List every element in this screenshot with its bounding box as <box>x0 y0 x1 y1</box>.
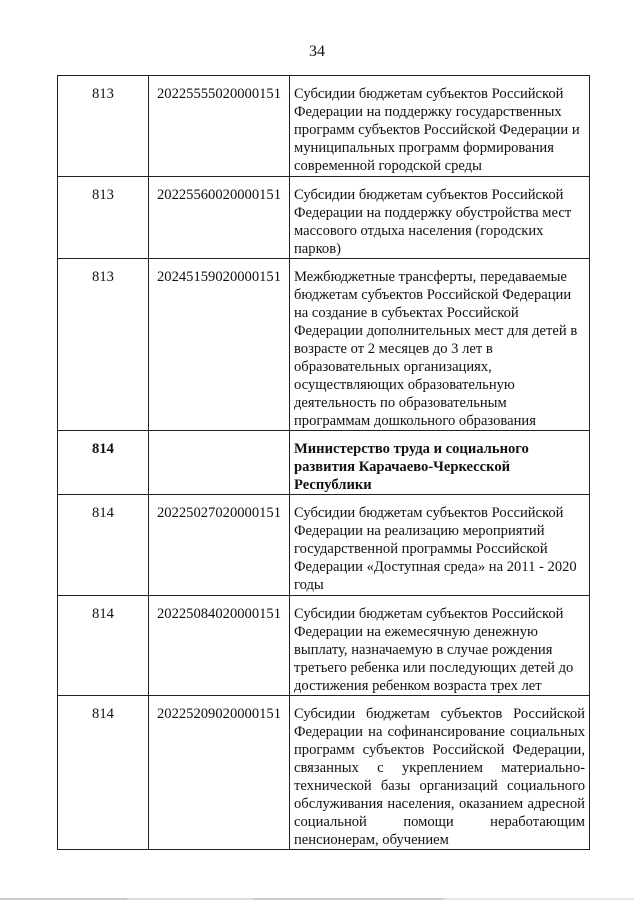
revenue-name-cell: Субсидии бюджетам субъектов Российской Федерации на реализацию мероприятий государственной программы Российской Федерации «Доступная среда» на 2011 - 2020 годы <box>290 495 590 596</box>
table-row <box>58 696 590 850</box>
revenue-name-cell: Субсидии бюджетам субъектов Российской Федерации на софинансирование социальных программ субъектов Российской Федерации, связанных с укреплением материально-технической базы организаций социального обслуживания населения, оказанием адресной социальной помощи неработающим пенсионерам, обучением <box>290 696 590 850</box>
admin-code-cell: 814 <box>58 596 149 696</box>
revenue-code-cell: 20245159020000151 <box>149 259 290 431</box>
revenue-name-cell: Субсидии бюджетам субъектов Российской Федерации на поддержку обустройства мест массового отдыха населения (городских парков) <box>290 177 590 259</box>
scan-bottom-edge <box>0 898 634 900</box>
revenue-code-cell: 20225027020000151 <box>149 495 290 596</box>
table-row-section-header <box>58 431 590 495</box>
revenue-name-cell: Межбюджетные трансферты, передаваемые бюджетам субъектов Российской Федерации на создание в субъектах Российской Федерации дополнительных мест для детей в возрасте от 2 месяцев до 3 лет в образовательных организациях, осуществляющих образовательную деятельность по образовательным программам дошкольного образования <box>290 259 590 431</box>
revenue-name-cell: Субсидии бюджетам субъектов Российской Федерации на ежемесячную денежную выплату, назначаемую в случае рождения третьего ребенка или последующих детей до достижения ребенком возраста трех лет <box>290 596 590 696</box>
table-row <box>58 76 590 177</box>
table-row <box>58 495 590 596</box>
revenue-code-cell <box>149 431 290 495</box>
budget-codes-table <box>57 75 590 850</box>
admin-code-cell: 813 <box>58 259 149 431</box>
revenue-code-cell: 20225084020000151 <box>149 596 290 696</box>
table-row <box>58 177 590 259</box>
revenue-code-cell: 20225555020000151 <box>149 76 290 177</box>
admin-code-cell: 814 <box>58 495 149 596</box>
ministry-name-cell: Министерство труда и социального развития Карачаево-Черкесской Республики <box>290 431 590 495</box>
revenue-code-cell: 20225560020000151 <box>149 177 290 259</box>
admin-code-cell: 814 <box>58 431 149 495</box>
admin-code-cell: 814 <box>58 696 149 850</box>
page-number: 34 <box>309 43 325 60</box>
revenue-name-cell: Субсидии бюджетам субъектов Российской Федерации на поддержку государственных программ субъектов Российской Федерации и муниципальных программ формирования современной городской среды <box>290 76 590 177</box>
table-row <box>58 259 590 431</box>
table-row <box>58 596 590 696</box>
admin-code-cell: 813 <box>58 177 149 259</box>
admin-code-cell: 813 <box>58 76 149 177</box>
revenue-code-cell: 20225209020000151 <box>149 696 290 850</box>
